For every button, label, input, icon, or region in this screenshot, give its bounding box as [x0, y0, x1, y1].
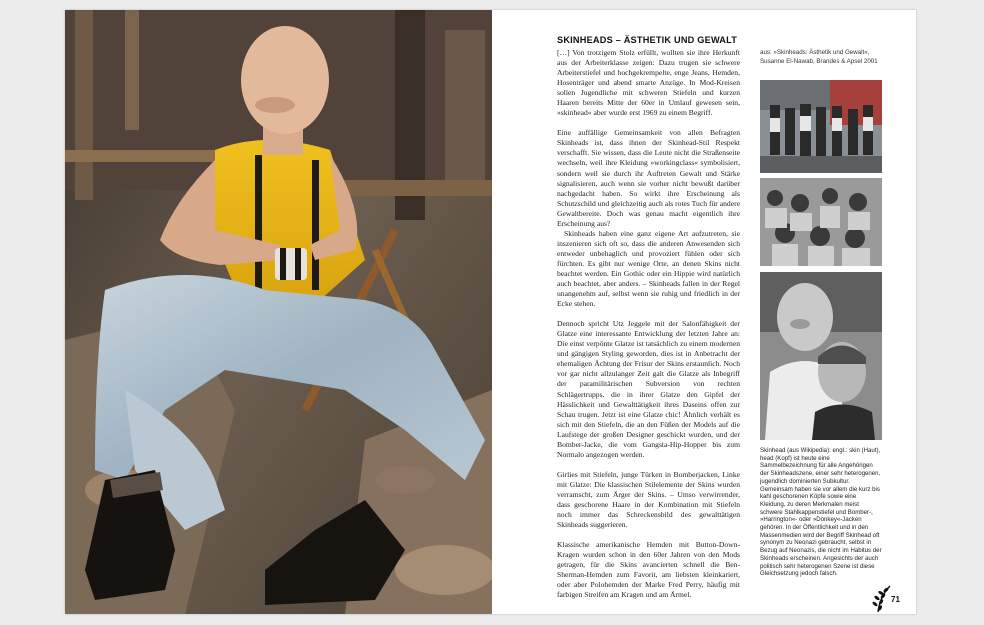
paragraph: Skinheads haben eine ganz eigene Art aufzutreten, sie inszenieren sich oft so, dass die anderen Anwesenden sich entweder unbehaglich und provoziert fühlen oder sich fürchten. Es gibt nur wenige Orte, an denen Skins nicht beachtet werden. Ein Gothic oder ein Hippie wird natürlich auch beachtet, aber anders. – Skinheads fallen in der Regel unangenehm auf, selbst wenn sie ruhig und friedlich in der Ecke stehen. — [557, 228, 740, 309]
text-page — [492, 10, 916, 614]
crowd-photo — [760, 178, 882, 266]
paragraph: Klassische amerikanische Hemden mit Button-Down-Kragen wurden schon in den 60er Jahren von den Mods getragen, für die Skins avancierten schnell die Ben-Sherman-Hemden zum Favorit, am liebsten kleinkariert, oder aber Polohemden der Marke Fred Perry, häufig mit farbigen Streifen am Kragen und am Ärmel. — [557, 540, 740, 600]
paragraph: Dennoch spricht Utz Jeggele mit der Salonfähigkeit der Glatze eine interessante Entwicklung der letzten Jahre an: Die einst verpönte Glatze ist tatsächlich zu einem modernen und gängigen Styling geworden, dies ist in Anbetracht der ehemaligen Ächtung der Frisur der Skins erstaunlich. Noch vor gar nicht allzulanger Zeit galt die Glatze als Inbegriff der paramilitärischen Subversion von rechten Schlägertrupps, die in ihrer Glatze den Gipfel der Hässlichkeit und Gewalttätigkeit ihres Daseins offen zur Schau trugen. Jetzt ist eine Glatze chic! Ähnlich verhält es sich mit den Stiefeln, die an den Füßen der Models auf die Laufstege der großen Designer geschickt wurden, und der Bomber-Jacke, die vom Gangsta-Hip-Hopper bis zum Normalo angezogen werden. — [557, 319, 740, 459]
portrait-photo — [760, 272, 882, 440]
paragraph: Eine auffällige Gemeinsamkeit von allen Befragten Skinheads ist, dass ihnen der Skinhead-Stil Respekt verschafft. Sie wissen, dass die Leute nicht die Straßenseite wechseln, weil ihre Kleidung »workingclass« symbolisiert, sondern weil sie durch ihr Auftreten Gewalt und Stärke signalisieren, auch wenn sie vorher nicht bewußt darüber nachgedacht haben. So wirkt ihre Erscheinung als Schutzschild und gleichzeitig auch als rotes Tuch für andere Gewaltbereite. Doch was genau macht eigentlich ihre Erscheinung aus? — [557, 128, 740, 228]
article-body — [557, 48, 740, 610]
article-heading: SKINHEADS – ÄSTHETIK UND GEWALT — [557, 35, 738, 45]
magazine-spread — [65, 10, 916, 614]
image-caption: Skinhead (aus Wikipedia): engl.: skin (Haut), head (Kopf) ist heute eine Sammelbezeichnung für alle Angehörigen der Skinheadszene, einer sehr heterogenen, jugendlich dominierten Subkultur. Gemeinsam haben sie vor allem die kurz bis kahl geschorenen Köpfe sowie eine Kleidung, zu deren Merkmalen meist schwere Stahlkappenstiefel und Bomber-, »Harrington«- oder »Donkey«-Jacken gehören. In der Öffentlichkeit und in den Massenmedien wird der Begriff Skinhead oft synonym zu Neonazi gebraucht, selbst in Bezug auf Neonazis, die nicht im Habitus der Skinheads erscheinen. Angesichts der auch politisch sehr heterogenen Szene ist diese Gleichsetzung jedoch falsch. — [760, 447, 882, 578]
group-photo — [760, 80, 882, 173]
source-note: aus: »Skinheads: Ästhetik und Gewalt«, Susanne El-Nawab, Brandes & Apsel 2001 — [760, 49, 878, 65]
skinhead-portrait-photo — [65, 10, 492, 614]
paragraph: […] Von trotzigem Stolz erfüllt, wollten sie ihre Herkunft aus der Arbeiterklasse zeigen: Dazu trugen sie schwere Arbeiterstiefel und hochgekrempelte, enge Jeans, Hemden, Hosenträger und abend smarte Anzüge. In Mod-Kreisen sollen Jugendliche mit schweren Stiefeln und kurzen Haaren bereits Mitte der 60er in Umlauf gewesen sein, »skinhead« aber wurde erst 1969 zu einem Begriff. — [557, 48, 740, 118]
page-number: 71 — [891, 595, 900, 604]
paragraph: Girlies mit Stiefeln, junge Türken in Bomberjacken, Linke mit Glatze: Die klassischen Stilelemente der Skins wurden verramscht, zum Ärger der Skins. – Umso verwirrender, dass geschorene Haare in der Kombination mit Stiefeln noch immer das Schreckensbild des gewalttätigen Skinheads suggerieren. — [557, 469, 740, 530]
